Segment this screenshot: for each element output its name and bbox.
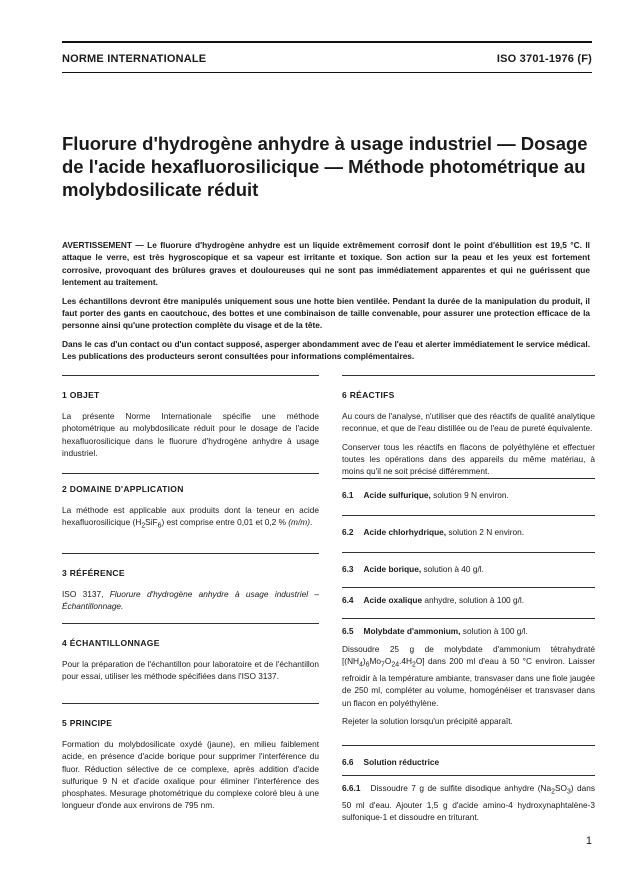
- top-rule: [62, 41, 592, 43]
- section-text: Pour la préparation de l'échantillon pour laboratoire et de l'échantillon pour essai, utiliser les méthode spécifiées dans l'ISO 3137.: [62, 659, 319, 682]
- section-rule: [342, 478, 595, 479]
- section-objet: [62, 380, 319, 465]
- section-rule: [342, 587, 595, 588]
- warning-paragraph: Les échantillons devront être manipulés uniquement sous une hotte bien ventilée. Pendant la durée de la manipulation du produit, il faut porter des gants en caoutchouc, des bottes et une combinaison de taille convenable, pour assurer une protection efficace de la personne ainsi qu'une protection complète du visage et de la tête.: [62, 295, 590, 331]
- reagent-6-5: 6.5 Molybdate d'ammonium, solution à 100 g/l. Dissoudre 25 g de molybdate d'ammonium tétrahydraté $[(NH_4)_6Mo_7O_{24}.4H_2O]$ dans 200 ml d'eau à 50 °C environ. Laisser refroidir à la température ambiante, transvaser dans une fiole jaugée de 250 ml, compléter au volume, homogénéiser et transvaser dans un flacon en polyéthylène. Rejeter la solution lorsqu'un précipité apparaît.: [342, 625, 595, 733]
- reagent-preparation: Dissoudre 25 g de molybdate d'ammonium tétrahydraté $[(NH_4)_6Mo_7O_{24}.4H_2O]$ dans 200 ml d'eau à 50 °C environ. Laisser refroidir à la température ambiante, transvaser dans une fiole jaugée de 250 ml, compléter au volume, homogénéiser et transvaser dans un flacon en polyéthylène.: [342, 644, 595, 708]
- section-text: La méthode est applicable aux produits dont la teneur en acide hexafluorosilicique $(H_2SiF_6)$ est comprise entre 0,01 et 0,2 % (m/m).: [62, 505, 319, 531]
- section-reference: [62, 558, 319, 619]
- warning-paragraph: Dans le cas d'un contact ou d'un contact supposé, asperger abondamment avec de l'eau et alerter immédiatement le service médical. Les publications des producteurs seront consultées pour informations complémentaires.: [62, 338, 590, 362]
- section-heading: 6 RÉACTIFS: [342, 390, 395, 400]
- section-heading: 5 PRINCIPE: [62, 718, 113, 728]
- section-rule: [342, 552, 595, 553]
- section-heading: 4 ÉCHANTILLONNAGE: [62, 638, 160, 648]
- section-text: ISO 3137, Fluorure d'hydrogène anhydre à usage industriel – Échantillonnage.: [62, 589, 319, 612]
- section-heading: 3 RÉFÉRENCE: [62, 568, 125, 578]
- section-rule: [62, 375, 319, 376]
- section-principe: [62, 708, 319, 817]
- section-text: Au cours de l'analyse, n'utiliser que des réactifs de qualité analytique reconnue, et que de l'eau distillée ou de l'eau de pureté équivalente.: [342, 411, 595, 434]
- section-reactifs: [342, 380, 595, 483]
- reagent-6-3: 6.3 Acide borique, solution à 40 g/l.: [342, 563, 595, 575]
- section-rule: [62, 703, 319, 704]
- reagent-6-2: 6.2 Acide chlorhydrique, solution 2 N environ.: [342, 526, 595, 538]
- document-title: Fluorure d'hydrogène anhydre à usage industriel — Dosage de l'acide hexafluorosilicique — Méthode photométrique au molybdosilicate réduit: [62, 133, 588, 200]
- header-standard-type: NORME INTERNATIONALE: [62, 53, 207, 65]
- reagent-6-6-1: [342, 782, 595, 829]
- reagent-6-4: 6.4 Acide oxalique anhydre, solution à 100 g/l.: [342, 594, 595, 606]
- reagent-6-1: 6.1 Acide sulfurique, solution 9 N environ.: [342, 489, 595, 501]
- section-text: Formation du molybdosilicate oxydé (jaune), en milieu faiblement acide, en présence d'acide borique pour supprimer l'interférence du fluor. Réduction sélective de ce complexe, après addition d'acide sulfurique 9 N et d'acide oxalique pour éliminer l'interférence des phosphates. Mesurage photométrique du complexe coloré bleu à une longueur d'onde aux environs de 795 nm.: [62, 739, 319, 811]
- section-domaine: [62, 478, 319, 539]
- section-heading: 2 DOMAINE D'APPLICATION: [62, 484, 184, 494]
- header-rule: [62, 72, 592, 73]
- reagent-6-6: 6.6 Solution réductrice: [342, 756, 595, 768]
- section-heading: 1 OBJET: [62, 390, 100, 400]
- warning-block: [62, 239, 590, 369]
- header-standard-number: ISO 3701-1976 (F): [496, 53, 592, 65]
- section-text: La présente Norme Internationale spécifie une méthode photométrique au molybdosilicate réduit pour le dosage de l'acide hexafluorosilicique dans le fluorure d'hydrogène anhydre à usage industriel.: [62, 411, 319, 458]
- section-rule: [342, 775, 595, 776]
- reagent-note: Rejeter la solution lorsqu'un précipité apparaît.: [342, 715, 513, 726]
- section-rule: [342, 618, 595, 619]
- section-text: Conserver tous les réactifs en flacons de polyéthylène et effectuer toutes les opérations dans des appareils du même matériau, à moins qu'il ne soit précisé différemment.: [342, 441, 595, 477]
- section-rule: [342, 375, 595, 376]
- reagent-preparation: 6.6.1 Dissoudre 7 g de sulfite disodique anhydre $(Na_2SO_3)$ dans 50 ml d'eau. Ajouter 1,5 g d'acide amino-4 hydroxynaphtalène-3 sulfonique-1 et dissoudre en triturant.: [342, 783, 596, 823]
- section-rule: [62, 623, 319, 624]
- page-number: 1: [585, 835, 592, 847]
- section-rule: [62, 553, 319, 554]
- section-rule: [62, 473, 319, 474]
- section-rule: [342, 515, 595, 516]
- section-rule: [342, 745, 595, 746]
- warning-paragraph: AVERTISSEMENT — Le fluorure d'hydrogène anhydre est un liquide extrêmement corrosif dont le point d'ébullition est 19,5 °C. Il attaque le verre, est très hygroscopique et sa vapeur est irritante et toxique. Son action sur la peau et les yeux est fortement corrosive, provoquant des brûlures graves et douloureuses qui ne sont pas immédiatement apparentes et qui ne guérissent que lentement au traitement.: [62, 240, 590, 288]
- section-echantillonnage: [62, 628, 319, 689]
